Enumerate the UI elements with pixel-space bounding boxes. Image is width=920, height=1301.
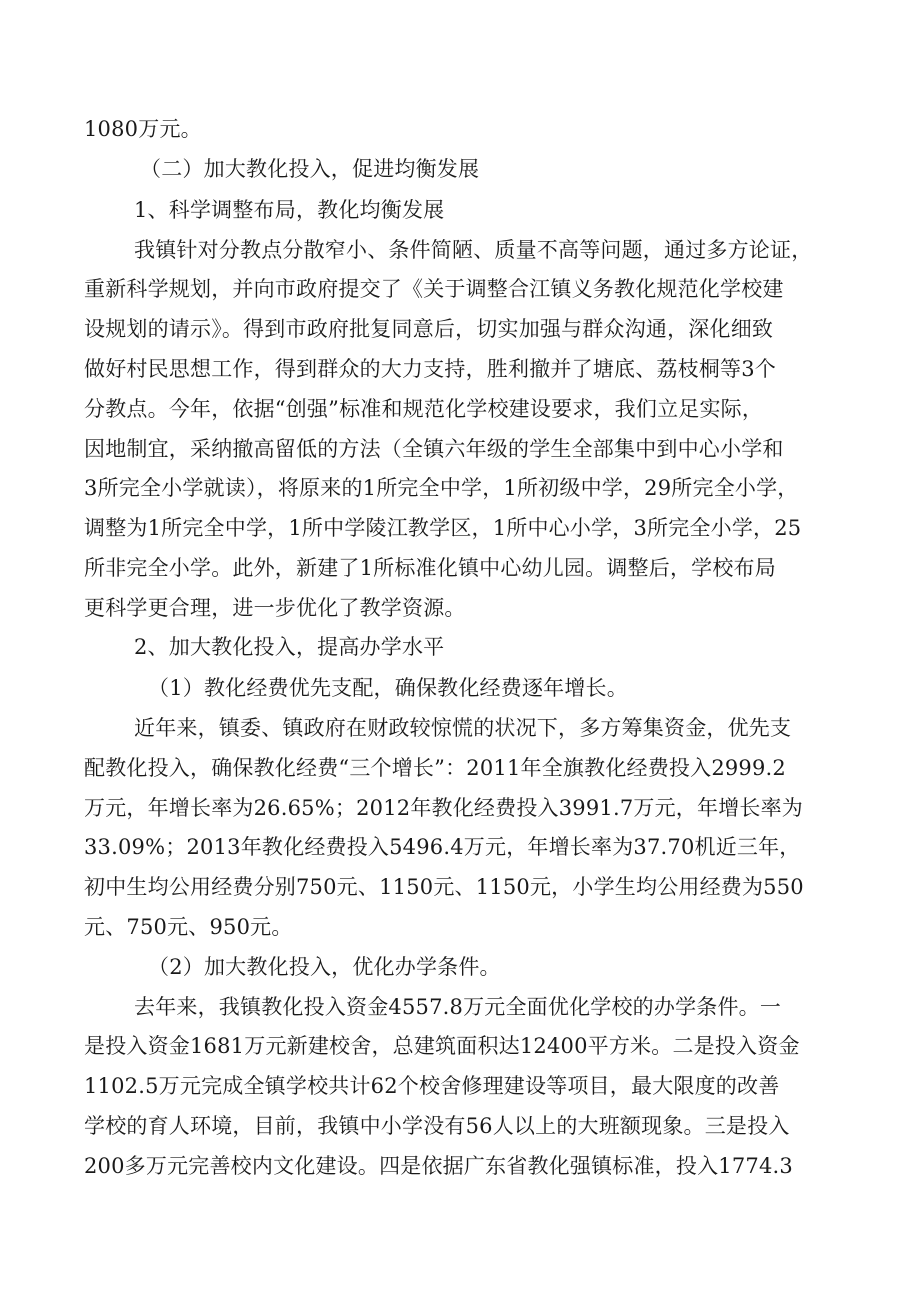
text-line: 1080万元。: [84, 117, 202, 141]
text-line: 初中生均公用经费分别750元、1150元、1150元，小学生均公用经费为550: [84, 875, 804, 899]
text-line: 设规划的请示》。得到市政府批复同意后，切实加强与群众沟通，深化细致: [84, 317, 774, 341]
text-line: 1102.5万元完成全镇学校共计62个校舍修理建设等项目，最大限度的改善: [84, 1074, 780, 1098]
text-line: 近年来，镇委、镇政府在财政较惊慌的状况下，多方筹集资金，优先支: [134, 716, 792, 740]
section-heading: （二）加大教化投入，促进均衡发展: [140, 157, 480, 181]
text-line: 元、750元、950元。: [84, 915, 293, 939]
text-line: 万元，年增长率为26.65%；2012年教化经费投入3991.7万元，年增长率为: [84, 796, 803, 820]
subsection-heading: 1、科学调整布局，教化均衡发展: [134, 198, 445, 222]
text-line: 去年来，我镇教化投入资金4557.8万元全面优化学校的办学条件。一: [134, 995, 782, 1019]
text-line: 重新科学规划，并向市政府提交了《关于调整合江镇义务教化规范化学校建: [84, 277, 784, 301]
text-line: 是投入资金1681万元新建校舍，总建筑面积达12400平方米。二是投入资金: [84, 1034, 800, 1058]
text-line: 学校的育人环境，目前，我镇中小学没有56人以上的大班额现象。三是投入: [84, 1114, 790, 1138]
text-line: 调整为1所完全中学，1所中学陵江教学区，1所中心小学，3所完全小学，25: [84, 516, 802, 540]
text-line: 所非完全小学。此外，新建了1所标准化镇中心幼儿园。调整后，学校布局: [84, 556, 776, 580]
subsection-heading: 2、加大教化投入，提高办学水平: [134, 635, 445, 659]
item-heading: （1）教化经费优先支配，确保教化经费逐年增长。: [148, 676, 628, 700]
text-line: 200多万元完善校内文化建设。四是依据广东省教化强镇标准，投入1774.3: [84, 1154, 793, 1178]
item-heading: （2）加大教化投入，优化办学条件。: [148, 955, 501, 979]
text-line: 3所完全小学就读），将原来的1所完全中学，1所初级中学，29所完全小学，: [84, 476, 799, 500]
text-line: 更科学更合理，进一步优化了教学资源。: [84, 596, 466, 620]
text-line: 我镇针对分教点分散窄小、条件简陋、质量不高等问题，通过多方论证，: [134, 238, 813, 262]
text-line: 配教化投入，确保教化经费“三个增长”：2011年全旗教化经费投入2999.2: [84, 756, 786, 780]
text-line: 做好村民思想工作，得到群众的大力支持，胜利撤并了塘底、荔枝桐等3个: [84, 357, 776, 381]
text-line: 33.09%；2013年教化经费投入5496.4万元，年增长率为37.70机近三年，: [84, 835, 801, 859]
text-line: 分教点。今年，依据“创强”标准和规范化学校建设要求，我们立足实际，: [84, 397, 764, 421]
text-line: 因地制宜，采纳撤高留低的方法（全镇六年级的学生全部集中到中心小学和: [84, 437, 784, 461]
